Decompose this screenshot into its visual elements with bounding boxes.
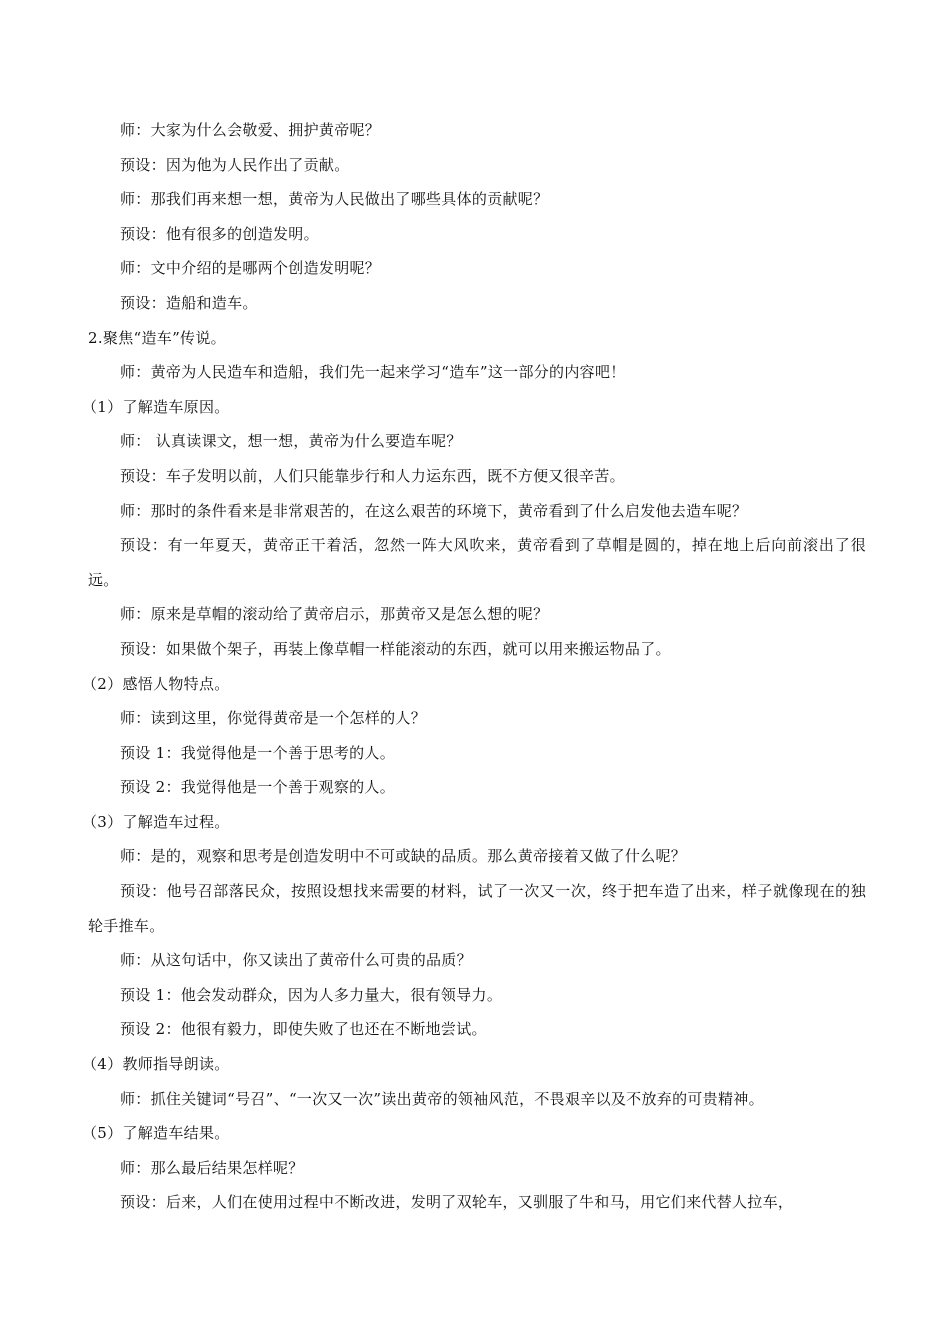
text-paragraph: 预设：有一年夏天，黄帝正干着活，忽然一阵大风吹来，黄帝看到了草帽是圆的，掉在地上后向前滚出了很远。 [88,536,866,589]
document-body [82,113,866,1220]
subsection-heading: （1）了解造车原因。 [82,397,230,416]
text-line: 预设 2：他很有毅力，即使失败了也还在不断地尝试。 [120,1020,487,1039]
text-line: 预设：他有很多的创造发明。 [120,224,319,243]
section-heading: 2.聚焦“造车”传说。 [88,328,226,347]
text-line: 师：是的，观察和思考是创造发明中不可或缺的品质。那么黄帝接着又做了什么呢？ [120,847,687,866]
text-line: 师：那么最后结果怎样呢？ [120,1158,304,1177]
text-line: 师：那时的条件看来是非常艰苦的，在这么艰苦的环境下，黄帝看到了什么启发他去造车呢？ [120,501,748,520]
text-line: 预设 1：我觉得他是一个善于思考的人。 [120,743,396,762]
text-line: 预设：后来，人们在使用过程中不断改进，发明了双轮车，又驯服了牛和马，用它们来代替人拉车， [120,1193,794,1212]
subsection-heading: （3）了解造车过程。 [82,812,230,831]
text-line: 预设 2：我觉得他是一个善于观察的人。 [120,778,396,797]
text-line: 预设：因为他为人民作出了贡献。 [120,155,350,174]
text-line: 预设：造船和造车。 [120,293,258,312]
text-line: 师：那我们再来想一想，黄帝为人民做出了哪些具体的贡献呢？ [120,190,549,209]
subsection-heading: （2）感悟人物特点。 [82,674,230,693]
text-paragraph: 预设：他号召部落民众，按照设想找来需要的材料，试了一次又一次，终于把车造了出来，样子就像现在的独轮手推车。 [88,882,866,935]
text-line: 师： 认真读课文，想一想，黄帝为什么要造车呢？ [120,432,462,451]
text-line: 师：从这句话中，你又读出了黄帝什么可贵的品质？ [120,951,472,970]
subsection-heading: （4）教师指导朗读。 [82,1055,230,1074]
text-line: 师：大家为什么会敬爱、拥护黄帝呢？ [120,121,381,139]
text-line: 预设 1：他会发动群众，因为人多力量大，很有领导力。 [120,985,503,1004]
text-line: 师：抓住关键词“号召”、“一次又一次”读出黄帝的领袖风范，不畏艰辛以及不放弃的可贵精神。 [120,1089,764,1108]
text-line: 预设：车子发明以前，人们只能靠步行和人力运东西，既不方便又很辛苦。 [120,466,625,485]
text-line: 师：原来是草帽的滚动给了黄帝启示，那黄帝又是怎么想的呢？ [120,605,549,624]
text-line: 师：黄帝为人民造车和造船，我们先一起来学习“造车”这一部分的内容吧！ [120,363,626,382]
text-line: 预设：如果做个架子，再装上像草帽一样能滚动的东西，就可以用来搬运物品了。 [120,639,671,658]
text-line: 师：文中介绍的是哪两个创造发明呢？ [120,259,381,278]
text-line: 师：读到这里，你觉得黄帝是一个怎样的人？ [120,709,427,728]
subsection-heading: （5）了解造车结果。 [82,1124,230,1143]
